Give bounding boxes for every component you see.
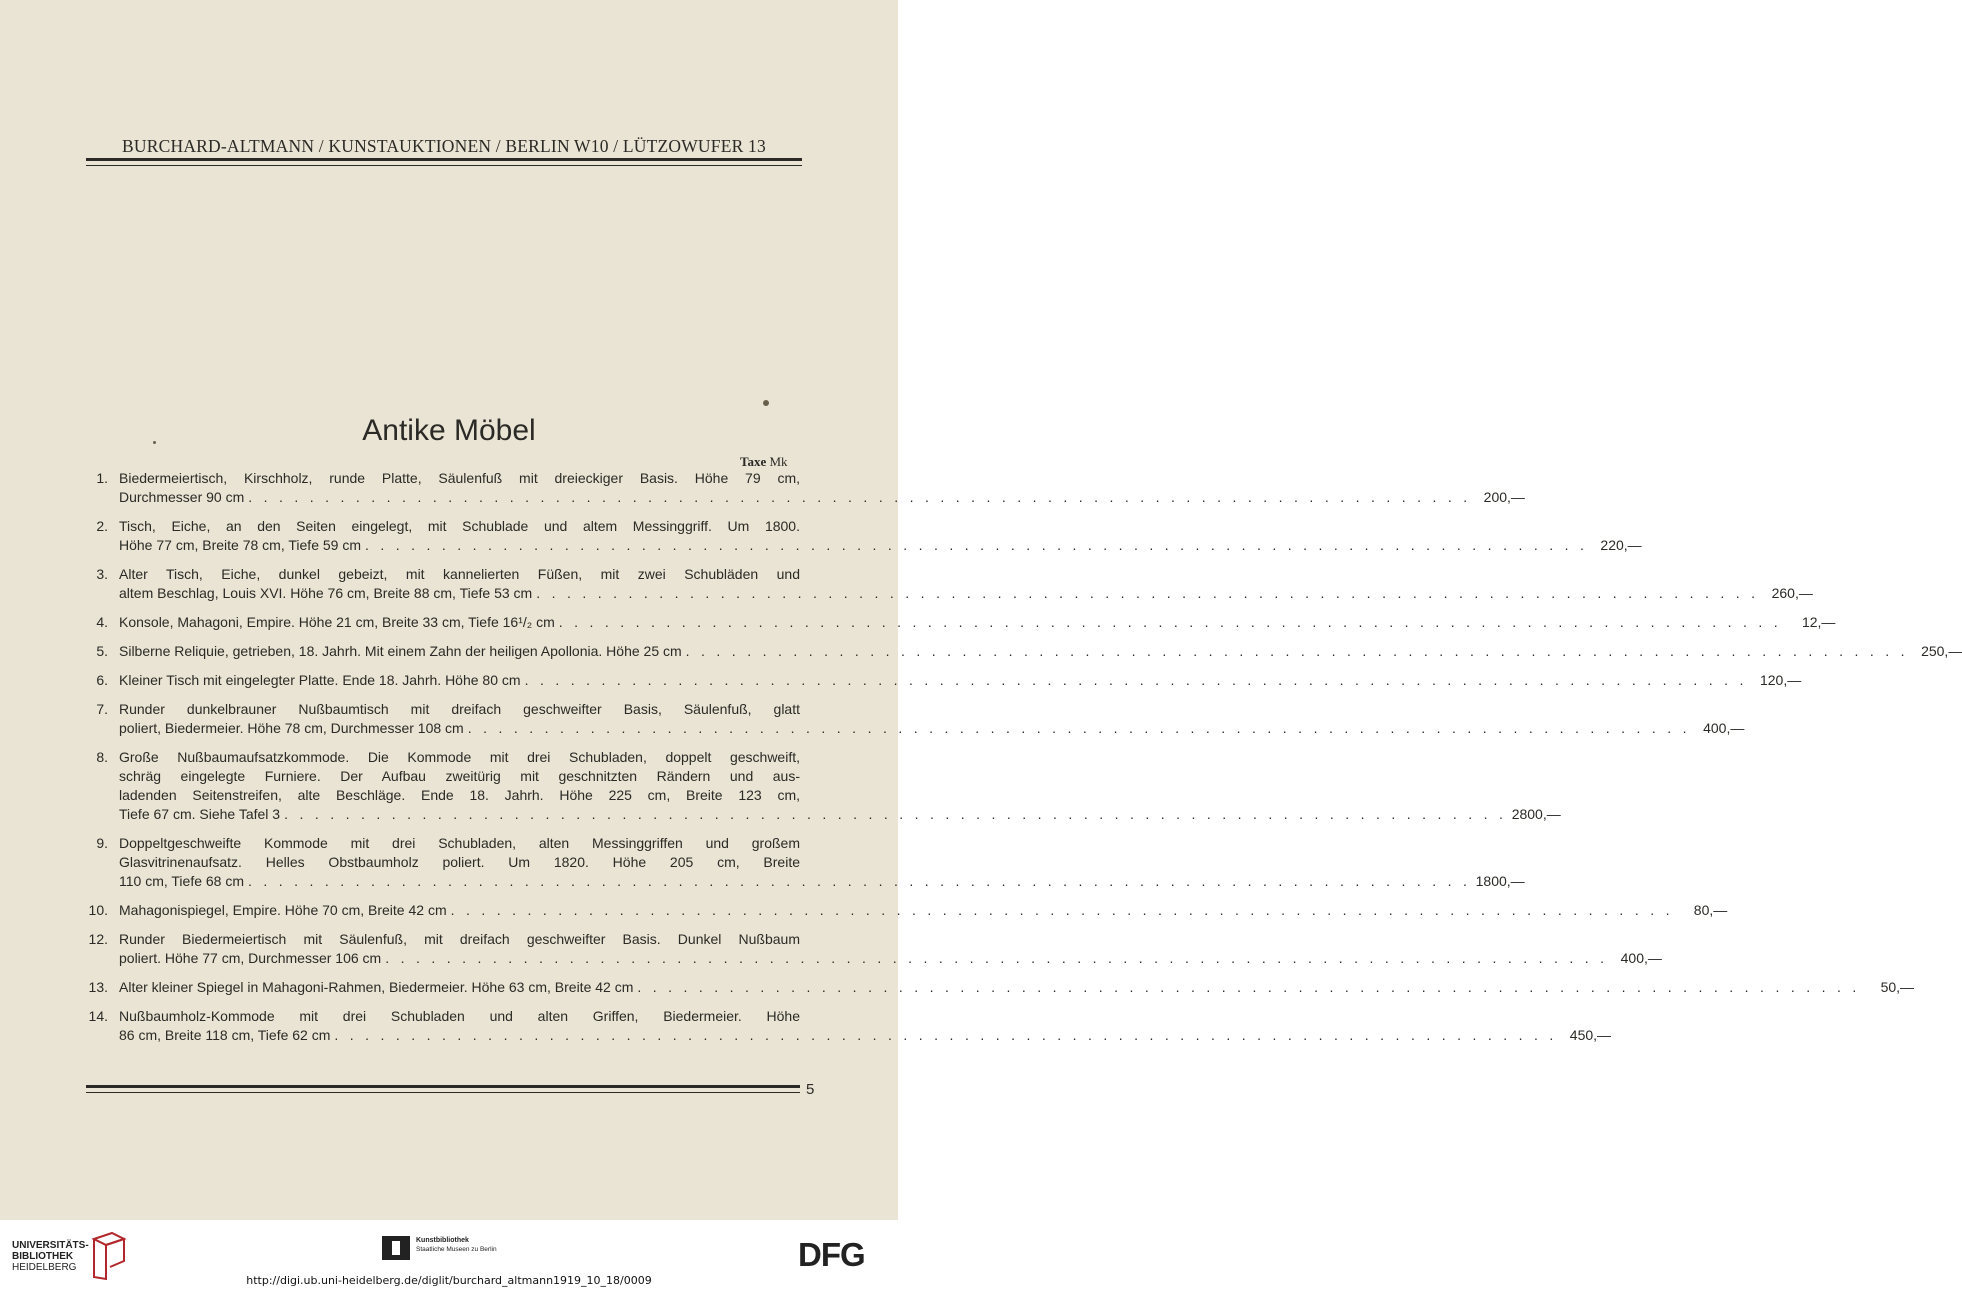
- lot-final-line: [119, 719, 1745, 738]
- lot-entry: [88, 901, 1728, 920]
- kunstbibliothek-logo-icon: [382, 1236, 410, 1260]
- lot-final-line: [119, 584, 1813, 603]
- lot-final-line: [119, 949, 1662, 968]
- lot-entry: [88, 642, 1962, 661]
- lot-final-line: [119, 872, 1525, 891]
- lot-final-line: [119, 1026, 1612, 1045]
- permalink-url[interactable]: http://digi.ub.uni-heidelberg.de/diglit/burchard_altmann1919_10_18/0009: [246, 1274, 652, 1287]
- lot-description-line: Glasvitrinenaufsatz. Helles Obstbaumholz poliert. Um 1820. Höhe 205 cm, Breite: [119, 854, 800, 870]
- lot-description-end: poliert, Biedermeier. Höhe 78 cm, Durchmesser 108 cm: [119, 720, 464, 736]
- lot-number: 4.: [96, 614, 108, 630]
- lot-number: 5.: [96, 643, 108, 659]
- kunstbibliothek-sub: Staatliche Museen zu Berlin: [416, 1246, 497, 1253]
- lot-description-end: Alter kleiner Spiegel in Mahagoni-Rahmen, Biedermeier. Höhe 63 cm, Breite 42 cm: [119, 979, 634, 995]
- lot-final-line: [119, 488, 1525, 507]
- lot-description-line: Tisch, Eiche, an den Seiten eingelegt, mit Schublade und altem Messinggriff. Um 1800.: [119, 518, 800, 534]
- dot-leader: . . . . . . . . . . . . . . . . . . . . . . . . . . . . . . . . . . . . . . . . . . . . . . . . . . . . . . . . . . . . . . . . . . . . . . . . . . . . . . . .: [558, 614, 1782, 630]
- library-line-1: UNIVERSITÄTS-: [12, 1240, 89, 1251]
- currency-label: Mk: [769, 454, 788, 469]
- dot-leader: . . . . . . . . . . . . . . . . . . . . . . . . . . . . . . . . . . . . . . . . . . . . . . . . . . . . . . . . . . . . . . . . . . . . . . . . . . . . . . . .: [385, 950, 1608, 966]
- lot-entry: [88, 565, 1813, 603]
- lot-description-line: Runder Biedermeiertisch mit Säulenfuß, mit dreifach geschweifter Basis. Dunkel Nußbaum: [119, 931, 800, 947]
- lot-estimate: 220,—: [1600, 537, 1642, 553]
- lot-description-end: 110 cm, Tiefe 68 cm: [119, 873, 245, 889]
- library-name: [12, 1240, 89, 1273]
- lot-description-end: Silberne Reliquie, getrieben, 18. Jahrh. Mit einem Zahn der heiligen Apollonia. Höhe 25 cm: [119, 643, 682, 659]
- lot-number: 7.: [96, 701, 108, 717]
- lot-number: 9.: [96, 835, 108, 851]
- dot-leader: . . . . . . . . . . . . . . . . . . . . . . . . . . . . . . . . . . . . . . . . . . . . . . . . . . . . . . . . . . . . . . . . . . . . . . . . . . . . . . . .: [365, 537, 1588, 553]
- lot-number: 2.: [96, 518, 108, 534]
- lot-description-end: Tiefe 67 cm. Siehe Tafel 3: [119, 806, 281, 822]
- library-line-3: HEIDELBERG: [12, 1262, 77, 1273]
- lot-entry: [88, 671, 1802, 690]
- lot-description-line: Runder dunkelbrauner Nußbaumtisch mit dreifach geschweifter Basis, Säulenfuß, glatt: [119, 701, 800, 717]
- dfg-logo: DFG: [798, 1236, 865, 1273]
- lot-number: 1.: [96, 470, 108, 486]
- lot-number: 3.: [96, 566, 108, 582]
- dot-leader: . . . . . . . . . . . . . . . . . . . . . . . . . . . . . . . . . . . . . . . . . . . . . . . . . . . . . . . . . . . . . . . . . . . . . . . . . . . . . . . .: [524, 672, 1748, 688]
- price-column-header: [740, 454, 788, 470]
- lot-estimate: 2800,—: [1511, 806, 1561, 822]
- dot-leader: . . . . . . . . . . . . . . . . . . . . . . . . . . . . . . . . . . . . . . . . . . . . . . . . . . . . . . . . . . . . . . . . . . . . . . . . . . . . . . . .: [467, 720, 1691, 736]
- lot-description-end: Konsole, Mahagoni, Empire. Höhe 21 cm, Breite 33 cm, Tiefe 16¹/₂ cm: [119, 614, 555, 630]
- lot-description-line: Doppeltgeschweifte Kommode mit drei Schubladen, alten Messinggriffen und großem: [119, 835, 800, 851]
- dot-leader: . . . . . . . . . . . . . . . . . . . . . . . . . . . . . . . . . . . . . . . . . . . . . . . . . . . . . . . . . . . . . . . . . . . . . . . . . . . . . . . .: [284, 806, 1507, 822]
- lot-estimate: 50,—: [1880, 979, 1915, 995]
- lot-description-line: Große Nußbaumaufsatzkommode. Die Kommode mit drei Schubladen, doppelt geschweift,: [119, 749, 800, 765]
- lot-final-line: [119, 671, 1802, 690]
- lot-estimate: 1800,—: [1475, 873, 1525, 889]
- lot-final-line: [119, 805, 1561, 824]
- lot-description-line: Biedermeiertisch, Kirschholz, runde Platte, Säulenfuß mit dreieckiger Basis. Höhe 79 cm,: [119, 470, 800, 486]
- header-rule-thin: [86, 165, 802, 166]
- dot-leader: . . . . . . . . . . . . . . . . . . . . . . . . . . . . . . . . . . . . . . . . . . . . . . . . . . . . . . . . . . . . . . . . . . . . . . . . . . . . . . . .: [685, 643, 1909, 659]
- lot-description-line: ladenden Seitenstreifen, alte Beschläge. Ende 18. Jahrh. Höhe 225 cm, Breite 123 cm,: [119, 787, 800, 803]
- lot-entry: [88, 930, 1662, 968]
- lot-description-line: Nußbaumholz-Kommode mit drei Schubladen und alten Griffen, Biedermeier. Höhe: [119, 1008, 800, 1024]
- dot-leader: . . . . . . . . . . . . . . . . . . . . . . . . . . . . . . . . . . . . . . . . . . . . . . . . . . . . . . . . . . . . . . . . . . . . . . . . . . . . . . . .: [450, 902, 1674, 918]
- lot-entry: [88, 517, 1642, 555]
- lot-description-end: Durchmesser 90 cm: [119, 489, 245, 505]
- lot-entry: [88, 613, 1836, 632]
- dot-leader: . . . . . . . . . . . . . . . . . . . . . . . . . . . . . . . . . . . . . . . . . . . . . . . . . . . . . . . . . . . . . . . . . . . . . . . . . . . . . . . .: [536, 585, 1759, 601]
- paper-spot: [763, 400, 769, 406]
- lot-entry: [88, 700, 1745, 738]
- section-title: Antike Möbel: [362, 414, 536, 447]
- lot-number: 10.: [88, 902, 108, 918]
- lot-number: 14.: [88, 1008, 108, 1024]
- page-number: 5: [806, 1081, 815, 1098]
- dot-leader: . . . . . . . . . . . . . . . . . . . . . . . . . . . . . . . . . . . . . . . . . . . . . . . . . . . . . . . . . . . . . . . . . . . . . . . . . . . . . . . .: [248, 489, 1471, 505]
- lot-description-line: schräg eingelegte Furniere. Der Aufbau zweitürig mit geschnitzten Rändern und aus-: [119, 768, 800, 784]
- lot-number: 8.: [96, 749, 108, 765]
- taxe-label: Taxe: [740, 454, 767, 469]
- auction-house-header: BURCHARD-ALTMANN / KUNSTAUKTIONEN / BERLIN W10 / LÜTZOWUFER 13: [122, 136, 766, 156]
- lot-final-line: [119, 642, 1962, 661]
- lot-number: 13.: [88, 979, 108, 995]
- lot-estimate: 12,—: [1801, 614, 1836, 630]
- dot-leader: . . . . . . . . . . . . . . . . . . . . . . . . . . . . . . . . . . . . . . . . . . . . . . . . . . . . . . . . . . . . . . . . . . . . . . . . . . . . . . . .: [248, 873, 1471, 889]
- lot-estimate: 400,—: [1703, 720, 1745, 736]
- footer-rule-thick: [86, 1085, 800, 1088]
- kunstbibliothek-label: [416, 1236, 497, 1254]
- lot-entry: [88, 748, 1561, 824]
- lot-estimate: 400,—: [1620, 950, 1662, 966]
- lot-final-line: [119, 901, 1728, 920]
- lot-description-end: 86 cm, Breite 118 cm, Tiefe 62 cm: [119, 1027, 331, 1043]
- lot-description-line: Alter Tisch, Eiche, dunkel gebeizt, mit kannelierten Füßen, mit zwei Schubläden und: [119, 566, 800, 582]
- lot-entry: [88, 469, 1525, 507]
- lot-estimate: 450,—: [1569, 1027, 1612, 1043]
- header-rule-thick: [86, 158, 802, 161]
- lot-entry: [88, 834, 1525, 891]
- lot-number: 12.: [88, 931, 108, 947]
- lot-final-line: [119, 536, 1642, 555]
- lot-description-end: Mahagonispiegel, Empire. Höhe 70 cm, Breite 42 cm: [119, 902, 447, 918]
- library-line-2: BIBLIOTHEK: [12, 1251, 74, 1262]
- lot-estimate: 200,—: [1483, 489, 1525, 505]
- lot-description-end: poliert. Höhe 77 cm, Durchmesser 106 cm: [119, 950, 382, 966]
- lot-description-end: Höhe 77 cm, Breite 78 cm, Tiefe 59 cm: [119, 537, 361, 553]
- lot-entry: [88, 1007, 1612, 1045]
- lot-estimate: 120,—: [1759, 672, 1802, 688]
- lot-description-end: altem Beschlag, Louis XVI. Höhe 76 cm, Breite 88 cm, Tiefe 53 cm: [119, 585, 533, 601]
- lot-final-line: [119, 613, 1836, 632]
- footer-rule-thin: [86, 1092, 800, 1093]
- lot-description-end: Kleiner Tisch mit eingelegter Platte. Ende 18. Jahrh. Höhe 80 cm: [119, 672, 521, 688]
- lot-estimate: 250,—: [1921, 643, 1962, 659]
- lot-entry: [88, 978, 1915, 997]
- kunstbibliothek-name: Kunstbibliothek: [416, 1237, 469, 1244]
- lot-estimate: 80,—: [1693, 902, 1728, 918]
- lot-final-line: [119, 978, 1915, 997]
- dot-leader: . . . . . . . . . . . . . . . . . . . . . . . . . . . . . . . . . . . . . . . . . . . . . . . . . . . . . . . . . . . . . . . . . . . . . . . . . . . . . . . .: [637, 979, 1861, 995]
- lot-number: 6.: [96, 672, 108, 688]
- lot-estimate: 260,—: [1771, 585, 1813, 601]
- lot-list: [88, 469, 1962, 1055]
- dot-leader: . . . . . . . . . . . . . . . . . . . . . . . . . . . . . . . . . . . . . . . . . . . . . . . . . . . . . . . . . . . . . . . . . . . . . . . . . . . . . . . .: [334, 1027, 1558, 1043]
